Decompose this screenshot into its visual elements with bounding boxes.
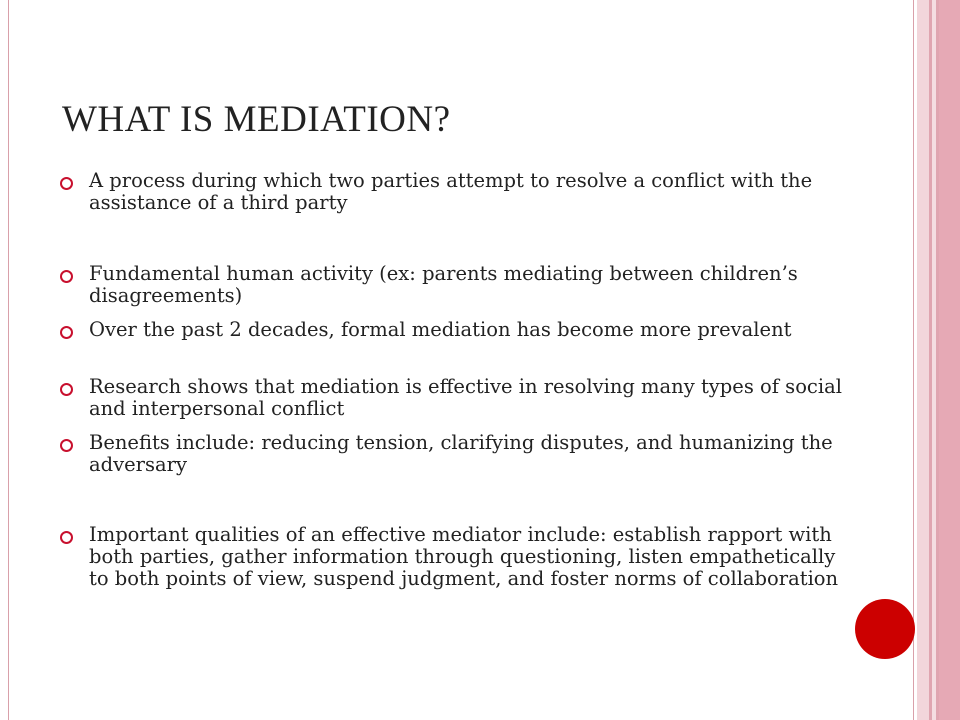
bullet-text: Over the past 2 decades, formal mediation has become more prevalent [89,318,792,341]
bullet-text: Research shows that mediation is effective in resolving many types of social and interpersonal conflict [89,375,842,420]
bullet-text: Benefits include: reducing tension, clarifying disputes, and humanizing the adversary [89,431,833,476]
ring-bullet-icon [60,270,73,283]
decorative-band [917,0,929,720]
ring-bullet-icon [60,177,73,190]
decorative-band [939,0,960,720]
bullet-text: A process during which two parties attempt to resolve a conflict with the assistance of a third party [89,169,813,214]
bullet-text: Fundamental human activity (ex: parents mediating between children’s disagreements) [89,262,798,307]
ring-bullet-icon [60,439,73,452]
decorative-red-circle [855,599,915,659]
bullet-text: Important qualities of an effective mediator include: establish rapport with both parties, gather information through questioning, listen empathetically to both points of view, suspend judgment, and foster norms of collaboration [89,523,839,590]
ring-bullet-icon [60,326,73,339]
ring-bullet-icon [60,531,73,544]
slide-title: WHAT IS MEDIATION? [62,99,451,140]
ring-bullet-icon [60,383,73,396]
